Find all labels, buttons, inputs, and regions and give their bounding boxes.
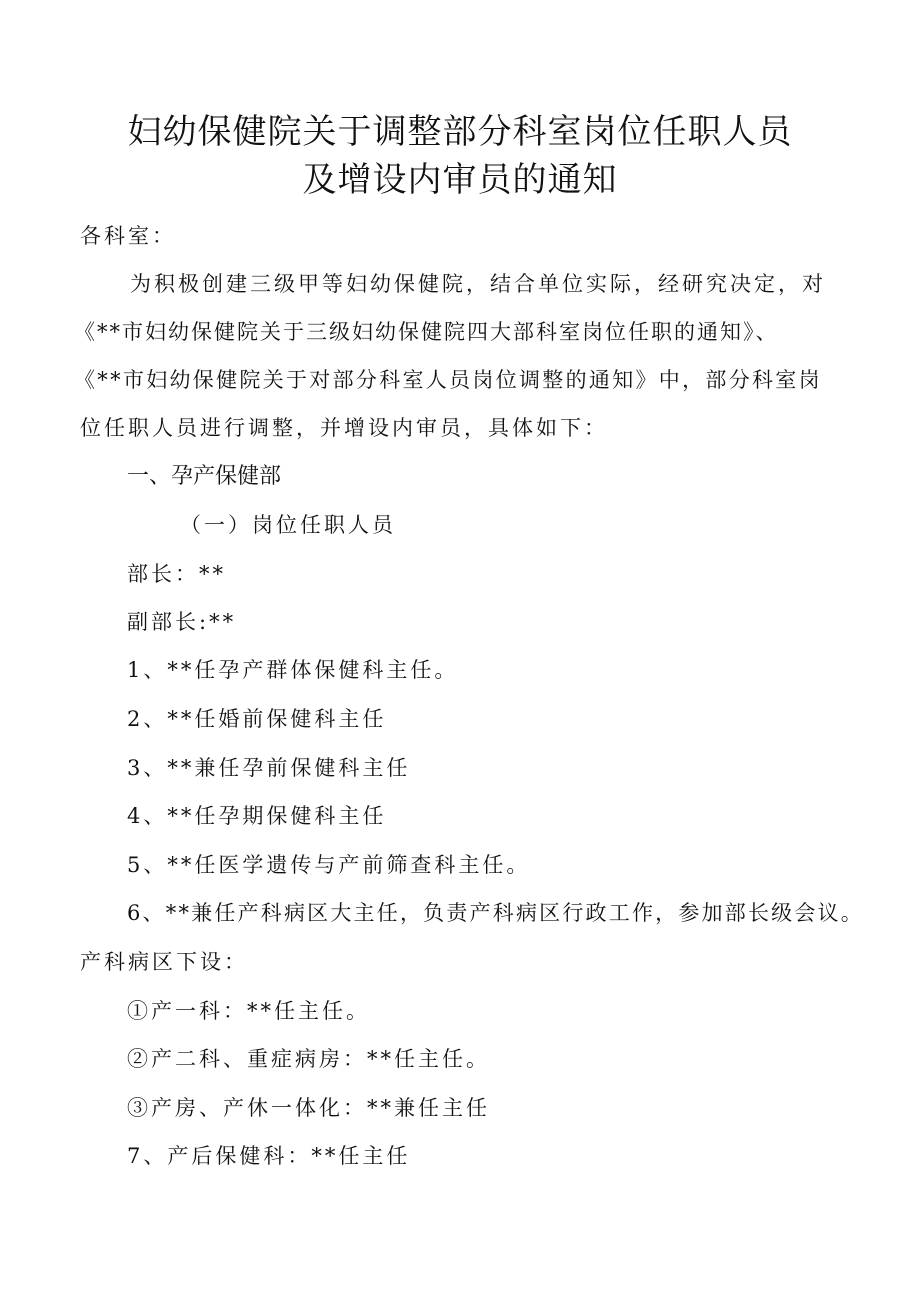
list-item: 1、**任孕产群体保健科主任。 <box>127 658 459 682</box>
list-item: 2、**任婚前保健科主任 <box>127 707 387 731</box>
ward-subitem: ②产二科、重症病房：**任主任。 <box>127 1047 490 1071</box>
ward-subitem: ③产房、产休一体化：**兼任主任 <box>127 1096 490 1120</box>
list-item: 6、**兼任产科病区大主任，负责产科病区行政工作，参加部长级会议。 <box>127 901 864 925</box>
list-item: 7、产后保健科：**任主任 <box>127 1144 411 1168</box>
document-title-line-1: 妇幼保健院关于调整部分科室岗位任职人员 <box>127 112 793 152</box>
section-heading: 一、孕产保健部 <box>127 464 282 489</box>
director-line: 部长：** <box>127 562 226 586</box>
section-subheading: （一）岗位任职人员 <box>180 513 396 537</box>
ward-subitem: ①产一科：**任主任。 <box>127 999 370 1023</box>
intro-line-2: 《**市妇幼保健院关于三级妇幼保健院四大部科室岗位任职的通知》、 <box>74 320 779 344</box>
list-item: 4、**任孕期保健科主任 <box>127 804 387 828</box>
list-item: 5、**任医学遗传与产前筛查科主任。 <box>127 853 531 877</box>
intro-line-1: 为积极创建三级甲等妇幼保健院，结合单位实际，经研究决定，对 <box>130 272 826 296</box>
list-item: 3、**兼任孕前保健科主任 <box>127 756 411 780</box>
salutation: 各科室： <box>80 224 176 248</box>
ward-note: 产科病区下设： <box>80 950 248 974</box>
intro-line-3: 《**市妇幼保健院关于对部分科室人员岗位调整的通知》中，部分科室岗 <box>74 368 822 392</box>
intro-line-4: 位任职人员进行调整，并增设内审员，具体如下： <box>80 416 608 440</box>
deputy-director-line: 副部长:** <box>127 610 237 634</box>
document-title-line-2: 及增设内审员的通知 <box>302 160 618 200</box>
